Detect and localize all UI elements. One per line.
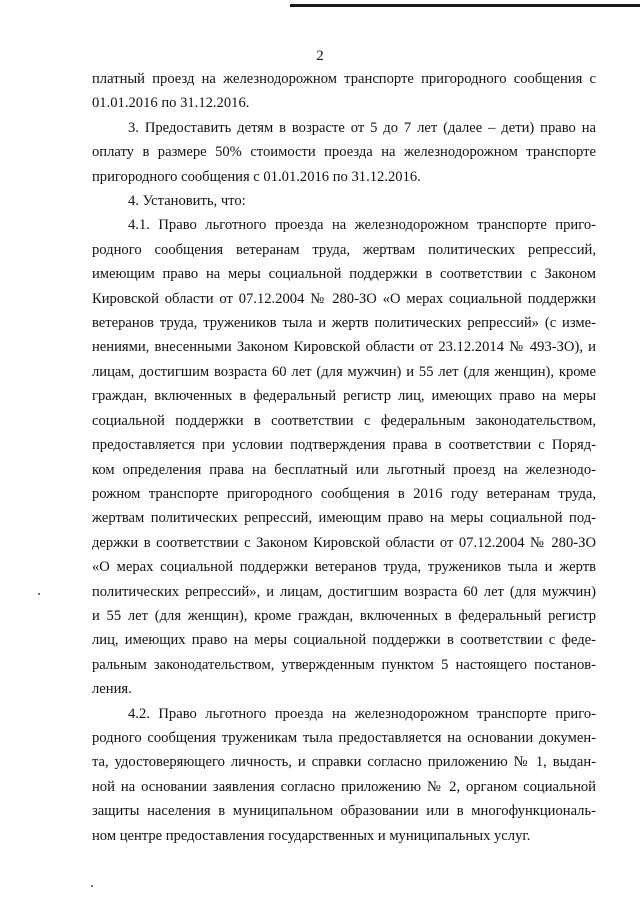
text-line: ной на основании заявления согласно приложению № 2, органом социальной (92, 778, 596, 795)
text-line: и 55 лет (для женщин), кроме граждан, включенных в федеральный регистр (92, 607, 596, 624)
paragraph-item-4 (92, 189, 596, 213)
text-line: 4. Установить, что: (128, 193, 246, 210)
text-line: политических репрессий», и лицам, достигшим возраста 60 лет (для мужчин) (92, 583, 596, 600)
text-line: ральным законодательством, утвержденным пунктом 5 настоящего постанов- (92, 656, 596, 673)
text-line: лицам, достигшим возраста 60 лет (для мужчин) и 55 лет (для женщин), кроме (92, 363, 596, 380)
paragraph-item-4-1 (92, 213, 596, 701)
text-line: нениями, внесенными Законом Кировской области от 23.12.2014 № 493-ЗО), и (92, 339, 596, 356)
text-line: жертвам политических репрессий, имеющим право на меры социальной под- (92, 510, 596, 527)
text-line: ном центре предоставления государственных и муниципальных услуг. (92, 827, 531, 844)
text-line: Кировской области от 07.12.2004 № 280-ЗО «О мерах социальной поддержки (92, 290, 596, 307)
text-line: оплату в размере 50% стоимости проезда на железнодорожном транспорте (92, 144, 596, 161)
text-line: та, удостоверяющего личность, и справки согласно приложению № 1, выдан- (92, 754, 596, 771)
paragraph-item-3 (92, 116, 596, 189)
text-line: 3. Предоставить детям в возрасте от 5 до 7 лет (далее – дети) право на (128, 119, 596, 136)
text-line: 4.2. Право льготного проезда на железнодорожном транспорте приго- (128, 705, 596, 722)
text-line: имеющим право на меры социальной поддержки в соответствии с Законом (92, 266, 596, 283)
text-line: социальной поддержки в соответствии с федеральным законодательством, (92, 412, 596, 429)
text-line: пригородного сообщения с 01.01.2016 по 31.12.2016. (92, 168, 421, 185)
document-body (92, 67, 596, 848)
text-line: «О мерах социальной поддержки ветеранов труда, тружеников тыла и жертв (92, 559, 596, 576)
page-number: 2 (316, 48, 324, 64)
scan-speck (91, 885, 93, 887)
text-line: ветеранов труда, тружеников тыла и жертв политических репрессий» (с изме- (92, 315, 596, 332)
scan-speck (38, 593, 40, 595)
text-line: держки в соответствии с Законом Кировской области от 07.12.2004 № 280-ЗО (92, 534, 596, 551)
paragraph-item-4-2 (92, 702, 596, 848)
text-line: родного сообщения ветеранам труда, жертвам политических репрессий, (92, 241, 596, 258)
text-line: ления. (92, 681, 132, 698)
paragraph-continuation (92, 67, 596, 116)
text-line: предоставляется при условии подтверждения права в соответствии с Поряд- (92, 437, 596, 454)
text-line: рожном транспорте пригородного сообщения в 2016 году ветеранам труда, (92, 485, 596, 502)
text-line: граждан, включенных в федеральный регистр лиц, имеющих право на меры (92, 388, 596, 405)
text-line: 01.01.2016 по 31.12.2016. (92, 95, 250, 112)
text-line: лиц, имеющих право на меры социальной поддержки в соответствии с феде- (92, 632, 596, 649)
text-line: родного сообщения труженикам тыла предоставляется на основании докумен- (92, 729, 596, 746)
text-line: 4.1. Право льготного проезда на железнодорожном транспорте приго- (128, 217, 596, 234)
text-line: платный проезд на железнодорожном транспорте пригородного сообщения с (92, 71, 596, 87)
scan-edge-line (290, 4, 640, 7)
text-line: защиты населения в муниципальном образовании или в многофункциональ- (92, 803, 596, 820)
text-line: ком определения права на бесплатный или льготный проезд на железнодо- (92, 461, 596, 478)
